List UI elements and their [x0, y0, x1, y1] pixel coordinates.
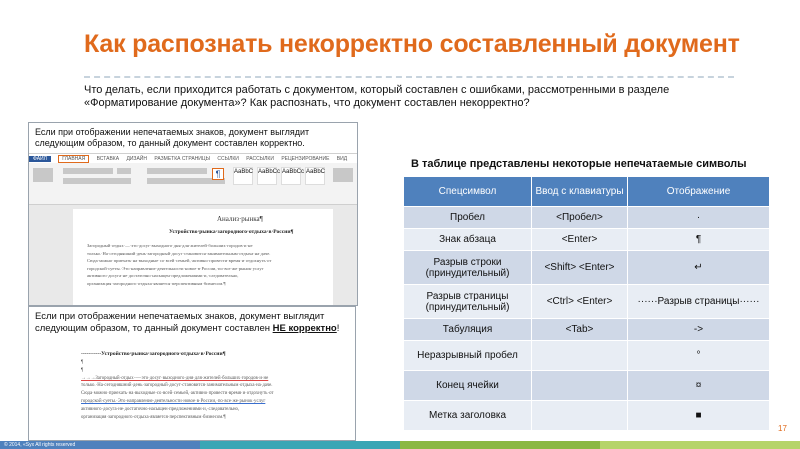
ribbon-tab-design[interactable]: ДИЗАЙН	[126, 156, 147, 162]
cell-input: <Shift> <Enter>	[532, 251, 628, 285]
doc-line: только.·На·сегодняшний·день·загородный·досуг·становится·занимательным·отдыха·на·даче.	[87, 250, 271, 256]
table-row	[404, 371, 770, 401]
ribbon-tab-view[interactable]: ВИД	[336, 156, 348, 162]
footer-segment-lightgreen	[600, 441, 800, 449]
doc-heading: Анализ·рынка¶	[217, 215, 263, 223]
style-sample-heading1[interactable]: AaBbCc	[281, 167, 301, 185]
cell-display: ·	[628, 207, 770, 229]
footer-segment-green	[400, 441, 600, 449]
cell-input	[532, 371, 628, 401]
doc-line: городской·суеты.·Это·направление·деятельности·новое·в·России,·по·все·же·рынок·услуг	[87, 265, 264, 271]
example-correct-screenshot	[28, 122, 358, 306]
paragraph-list-buttons[interactable]	[147, 168, 207, 174]
doc-line: ¶	[81, 360, 84, 365]
ribbon-tabs	[29, 154, 357, 163]
table-row	[404, 229, 770, 251]
cell-input: <Ctrl> <Enter>	[532, 285, 628, 319]
ribbon-tab-file[interactable]: ФАЙЛ	[29, 156, 51, 162]
cell-symbol: Разрыв строки (принудительный)	[404, 251, 532, 285]
ribbon-tab-mailings[interactable]: РАССЫЛКИ	[246, 156, 274, 162]
cell-symbol: Метка заголовка	[404, 401, 532, 431]
doc-line: Загородный·отдых·—·это·досуг·выходного·дня·для·жителей·больших·городов·и·не	[87, 243, 253, 248]
word-ribbon	[29, 153, 357, 205]
table-row	[404, 251, 770, 285]
show-formatting-button[interactable]: ¶	[212, 168, 224, 180]
doc-body	[87, 242, 323, 288]
cell-symbol: Разрыв страницы (принудительный)	[404, 285, 532, 319]
document-page	[73, 209, 333, 305]
caption-end: !	[336, 322, 340, 334]
table-row	[404, 207, 770, 229]
doc-line: Сюда·можно·приехать·на·выходные·со·всей·семьей,·активно·провести·время·и·отдохнуть·от	[87, 258, 272, 264]
table-header-row	[404, 177, 770, 207]
doc-line: организация·загородного·отдыха·является·перспективным·бизнесом.¶	[81, 414, 226, 420]
doc-body-incorrect	[81, 359, 337, 421]
title-divider	[84, 76, 734, 78]
font-name-select[interactable]	[63, 168, 113, 174]
symbols-table	[403, 176, 770, 431]
example-correct-caption: Если при отображении непечатаемых знаков, документ выглядит следующим образом, то данный документ составлен корректно.	[35, 127, 310, 148]
table-row	[404, 341, 770, 371]
table-title: В таблице представлены некоторые непечатаемые символы	[411, 158, 747, 170]
document-page-incorrect	[81, 351, 337, 441]
cell-display: ->	[628, 319, 770, 341]
doc-line: городской·суеты.·Это·направление·деятельности·новое·в·России,·по·все·же·рынок·услуг	[81, 398, 266, 404]
style-sample-no-spacing[interactable]: AaBbCc	[257, 167, 277, 185]
cell-symbol: Знак абзаца	[404, 229, 532, 251]
cell-input: <Tab>	[532, 319, 628, 341]
example-incorrect-caption	[35, 311, 351, 334]
cell-input	[532, 401, 628, 431]
doc-line: активного·досуга·не·достаточно·насыщен·предложениями·и,·следовательно,	[81, 406, 240, 412]
example-incorrect-screenshot	[28, 306, 356, 441]
table-row	[404, 285, 770, 319]
footer-copyright: © 2014, «Syx All rights reserved	[4, 442, 76, 448]
header-symbol: Спецсимвол	[404, 177, 532, 207]
find-replace-icon[interactable]	[333, 168, 353, 182]
font-size-select[interactable]	[117, 168, 131, 174]
ribbon-tab-review[interactable]: РЕЦЕНЗИРОВАНИЕ	[281, 156, 330, 162]
ribbon-tab-layout[interactable]: РАЗМЕТКА СТРАНИЦЫ	[154, 156, 211, 162]
doc-line: Сюда·можно·приехать·на·выходные·со·всей·семьей,·активно·провести·время·и·отдохнуть·от	[81, 391, 274, 397]
header-input: Ввод с клавиатуры	[532, 177, 628, 207]
caption-text: Если при отображении непечатаемых знаков, документ выглядит следующим образом, то данный документ составлен	[35, 311, 325, 334]
cell-input: <Пробел>	[532, 207, 628, 229]
doc-subheading: Устройство·рынка·загородного·отдыха·в·России¶	[169, 229, 294, 235]
style-sample-heading2[interactable]: AaBbC	[305, 167, 325, 185]
cell-display: ■	[628, 401, 770, 431]
ribbon-tab-home[interactable]: ГЛАВНАЯ	[58, 155, 89, 163]
cell-symbol: Неразрывный пробел	[404, 341, 532, 371]
footer-segment-teal	[200, 441, 400, 449]
table-row	[404, 401, 770, 431]
cell-display: ↵	[628, 251, 770, 285]
cell-symbol: Пробел	[404, 207, 532, 229]
cell-symbol: Конец ячейки	[404, 371, 532, 401]
ribbon-tab-references[interactable]: ССЫЛКИ	[217, 156, 239, 162]
header-display: Отображение	[628, 177, 770, 207]
cell-display: ······Разрыв страницы······	[628, 285, 770, 319]
footer-bar	[0, 441, 800, 449]
cell-display: °	[628, 341, 770, 371]
cell-display: ¤	[628, 371, 770, 401]
cell-display: ¶	[628, 229, 770, 251]
doc-line: ¶	[81, 367, 84, 373]
style-sample-normal[interactable]: AaBbC	[233, 167, 253, 185]
page-number: 17	[778, 424, 787, 433]
slide-title: Как распознать некорректно составленный документ	[84, 30, 740, 58]
caption-emphasis: НЕ корректно	[272, 322, 337, 334]
intro-text: Что делать, если приходится работать с документом, который составлен с ошибками, рассмотренными в разделе «Форматирование документа»? Как распознать, что документ составлен некорректно?	[84, 84, 670, 109]
table-row	[404, 319, 770, 341]
paste-icon[interactable]	[33, 168, 53, 182]
font-format-buttons[interactable]	[63, 178, 131, 184]
doc-line: организация·загородного·отдыха·является·перспективным·бизнесом.¶	[87, 280, 226, 286]
doc-line: →→→Загородный·отдых·—·это·досуг·выходного·дня·для·жителей·больших·городов·и·не	[81, 375, 269, 381]
cell-symbol: Табуляция	[404, 319, 532, 341]
cell-input	[532, 341, 628, 371]
doc-line: активного·досуга·не·достаточно·насыщен·предложениями·и,·следовательно,	[87, 273, 239, 279]
cell-input: <Enter>	[532, 229, 628, 251]
doc-heading-incorrect: -----------Устройство·рынка·загородного·отдыха·в·России¶	[81, 351, 226, 357]
ribbon-tab-insert[interactable]: ВСТАВКА	[96, 156, 120, 162]
doc-line: только.·На·сегодняшний·день·загородный·досуг·становится·занимательным·отдыха·на·даче.	[81, 383, 273, 389]
